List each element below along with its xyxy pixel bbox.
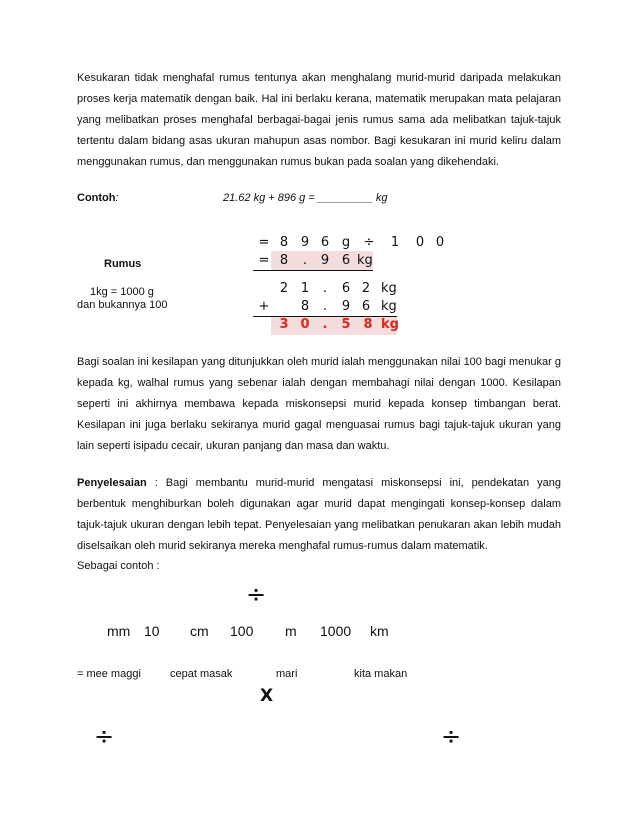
- unit-cm: cm: [190, 623, 209, 639]
- calc-unit: kg: [381, 281, 397, 296]
- example-question: 21.62 kg + 896 g = _________ kg: [223, 192, 388, 204]
- calc-cell: .: [322, 281, 328, 296]
- calc-cell: .: [322, 299, 328, 314]
- divide-symbol-top: ÷: [246, 580, 267, 608]
- example-label-text: Contoh: [77, 192, 116, 204]
- calc-cell: 2: [279, 281, 289, 296]
- calc-cell: 8: [279, 253, 289, 268]
- phrase-mari: mari: [276, 668, 298, 680]
- calc-unit: kg: [381, 299, 397, 314]
- calc-cell: 8: [279, 235, 289, 250]
- calc-cell: 9: [300, 235, 310, 250]
- sebagai-contoh: Sebagai contoh :: [77, 560, 160, 572]
- divide-symbol-right: ÷: [441, 722, 462, 750]
- rumus-note-bukannya: dan bukannya 100: [77, 299, 168, 311]
- calc-cell: g: [341, 235, 351, 250]
- phrase-cepat-masak: cepat masak: [170, 668, 233, 680]
- answer-unit: kg: [381, 317, 399, 332]
- answer-cell: 5: [341, 317, 351, 332]
- calc-cell: 6: [361, 299, 371, 314]
- plus-symbol: +: [258, 299, 270, 314]
- solution-text: : Bagi membantu murid-murid mengatasi miskonsepsi ini, pendekatan yang berbentuk menghiburkan boleh digunakan agar murid dapat mengingati konsep-konsep dalam tajuk-tajuk ukuran dengan lebih tepat. Penyelesaian yang melibatkan penukaran akan lebih mudah diselsaikan oleh murid sekiranya mereka menghafal rumus-rumus dalam matematik.: [77, 477, 561, 552]
- example-colon: :: [115, 192, 119, 204]
- calc-cell: 0: [435, 235, 445, 250]
- factor-1000: 1000: [320, 623, 352, 639]
- unit-m: m: [285, 623, 297, 639]
- rumus-note-1kg: 1kg = 1000 g: [90, 286, 154, 298]
- calc-cell: 9: [341, 299, 351, 314]
- phrase-kita-makan: kita makan: [354, 668, 408, 680]
- answer-cell: 3: [279, 317, 289, 332]
- example-label: [77, 192, 119, 205]
- calc-cell: 6: [320, 235, 330, 250]
- calc-cell: .: [302, 253, 308, 268]
- calc-cell: 8: [300, 299, 310, 314]
- unit-km: km: [370, 623, 389, 639]
- factor-10: 10: [144, 623, 160, 639]
- calc-cell: =: [258, 253, 270, 268]
- rumus-title: Rumus: [104, 258, 142, 270]
- calc-cell: 2: [361, 281, 371, 296]
- paragraph-solution: [77, 473, 561, 557]
- calc-cell: 1: [390, 235, 400, 250]
- answer-cell: 8: [363, 317, 373, 332]
- paragraph-intro: Kesukaran tidak menghafal rumus tentunya akan menghalang murid-murid daripada melakukan proses kerja matematik dengan baik. Hal ini berlaku kerana, matematik merupakan mata pelajaran yang melibatkan proses menghafal berbagai-bagai jenis rumus sama ada melibatkan tajuk-tajuk tertentu dalam bidang asas ukuran mahupun asas nombor. Bagi kesukaran ini murid keliru dalam menggunakan rumus, dan menggunakan rumus bukan pada soalan yang dikehendaki.: [77, 72, 561, 168]
- unit-mm: mm: [107, 623, 131, 639]
- divide-symbol-left: ÷: [94, 722, 115, 750]
- solution-label: Penyelesaian: [77, 477, 147, 489]
- paragraph-explanation: Bagi soalan ini kesilapan yang ditunjukkan oleh murid ialah menggunakan nilai 100 bagi menukar g kepada kg, walhal rumus yang sebenar ialah dengan membahagi nilai dengan 1000. Kesilapan seperti ini akhirnya membawa kepada miskonsepsi murid kepada konsep timbangan berat. Kesilapan ini juga berlaku sekiranya murid gagal menguasai rumus bagi tajuk-tajuk ukuran yang lain seperti isipadu cecair, ukuran panjang dan masa dan waktu.: [77, 356, 561, 452]
- calc-cell: 6: [341, 281, 351, 296]
- answer-cell: .: [322, 317, 328, 332]
- conversion-underline: [253, 270, 373, 271]
- answer-cell: 0: [300, 317, 310, 332]
- calc-cell: 6: [341, 253, 351, 268]
- calc-cell: =: [258, 235, 270, 250]
- factor-100: 100: [230, 623, 254, 639]
- times-symbol: X: [260, 686, 274, 706]
- divide-symbol: ÷: [363, 235, 375, 250]
- calc-cell: 0: [415, 235, 425, 250]
- calc-unit: kg: [357, 253, 373, 268]
- phrase-mee-maggi: = mee maggi: [77, 668, 141, 680]
- calc-cell: 9: [320, 253, 330, 268]
- calc-cell: 1: [300, 281, 310, 296]
